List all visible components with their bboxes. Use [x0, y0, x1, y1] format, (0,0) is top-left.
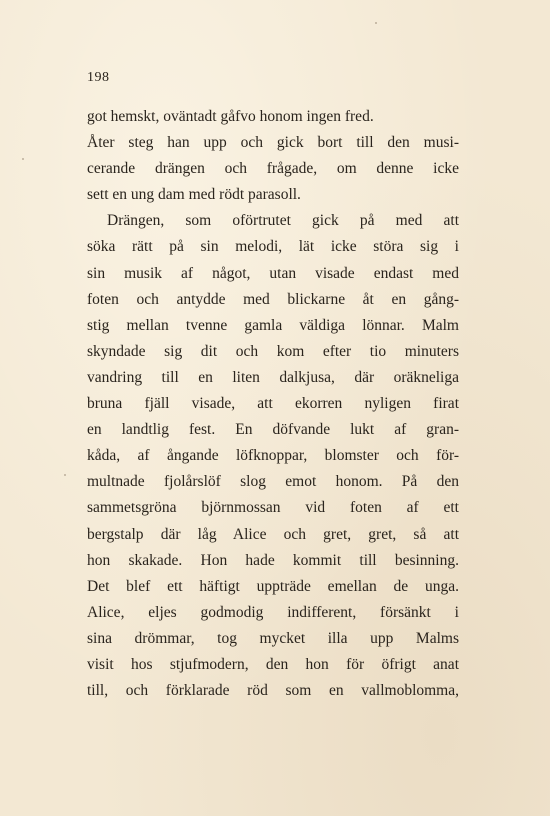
body-text: [87, 104, 459, 704]
text-line: skyndade sig dit och kom efter tio minuters: [87, 342, 459, 360]
text-line: cerande drängen och frågade, om denne icke: [87, 160, 459, 178]
text-line: sina drömmar, tog mycket illa upp Malms: [87, 629, 459, 647]
text-line: en landtlig fest. En döfvande lukt af gran-: [87, 421, 459, 439]
text-line: Åter steg han upp och gick bort till den musi-: [87, 134, 459, 152]
text-line: hon skakade. Hon hade kommit till besinning.: [87, 551, 459, 569]
text-line: visit hos stjufmodern, den hon för öfrigt anat: [87, 655, 459, 673]
text-line: till, och förklarade röd som en vallmoblomma,: [87, 682, 459, 700]
text-line: got hemskt, oväntadt gåfvo honom ingen fred.: [87, 108, 374, 125]
text-line: Det blef ett häftigt uppträde emellan de unga.: [87, 577, 459, 595]
paper-speck: [22, 158, 24, 160]
text-line: sin musik af något, utan visade endast med: [87, 264, 459, 282]
text-line: Alice, eljes godmodig indifferent, försänkt i: [87, 603, 459, 621]
page-number: 198: [87, 70, 110, 85]
text-line: bruna fjäll visade, att ekorren nyligen firat: [87, 395, 459, 413]
text-line: stig mellan tvenne gamla väldiga lönnar. Malm: [87, 316, 459, 334]
text-line: multnade fjolårslöf slog emot honom. På den: [87, 473, 459, 491]
paper-speck: [64, 474, 66, 476]
text-line: vandring till en liten dalkjusa, där oräkneliga: [87, 368, 459, 386]
text-line: söka rätt på sin melodi, lät icke störa sig i: [87, 238, 459, 256]
paper-speck: [375, 22, 377, 24]
text-line: sammetsgröna björnmossan vid foten af ett: [87, 499, 459, 517]
text-line: sett en ung dam med rödt parasoll.: [87, 186, 301, 204]
text-line: foten och antydde med blickarne åt en gång-: [87, 290, 459, 308]
text-line: bergstalp där låg Alice och gret, gret, så att: [87, 525, 459, 543]
text-line: kåda, af ångande löfknoppar, blomster och för-: [87, 447, 459, 465]
text-line: Drängen, som oförtrutet gick på med att: [107, 212, 459, 230]
